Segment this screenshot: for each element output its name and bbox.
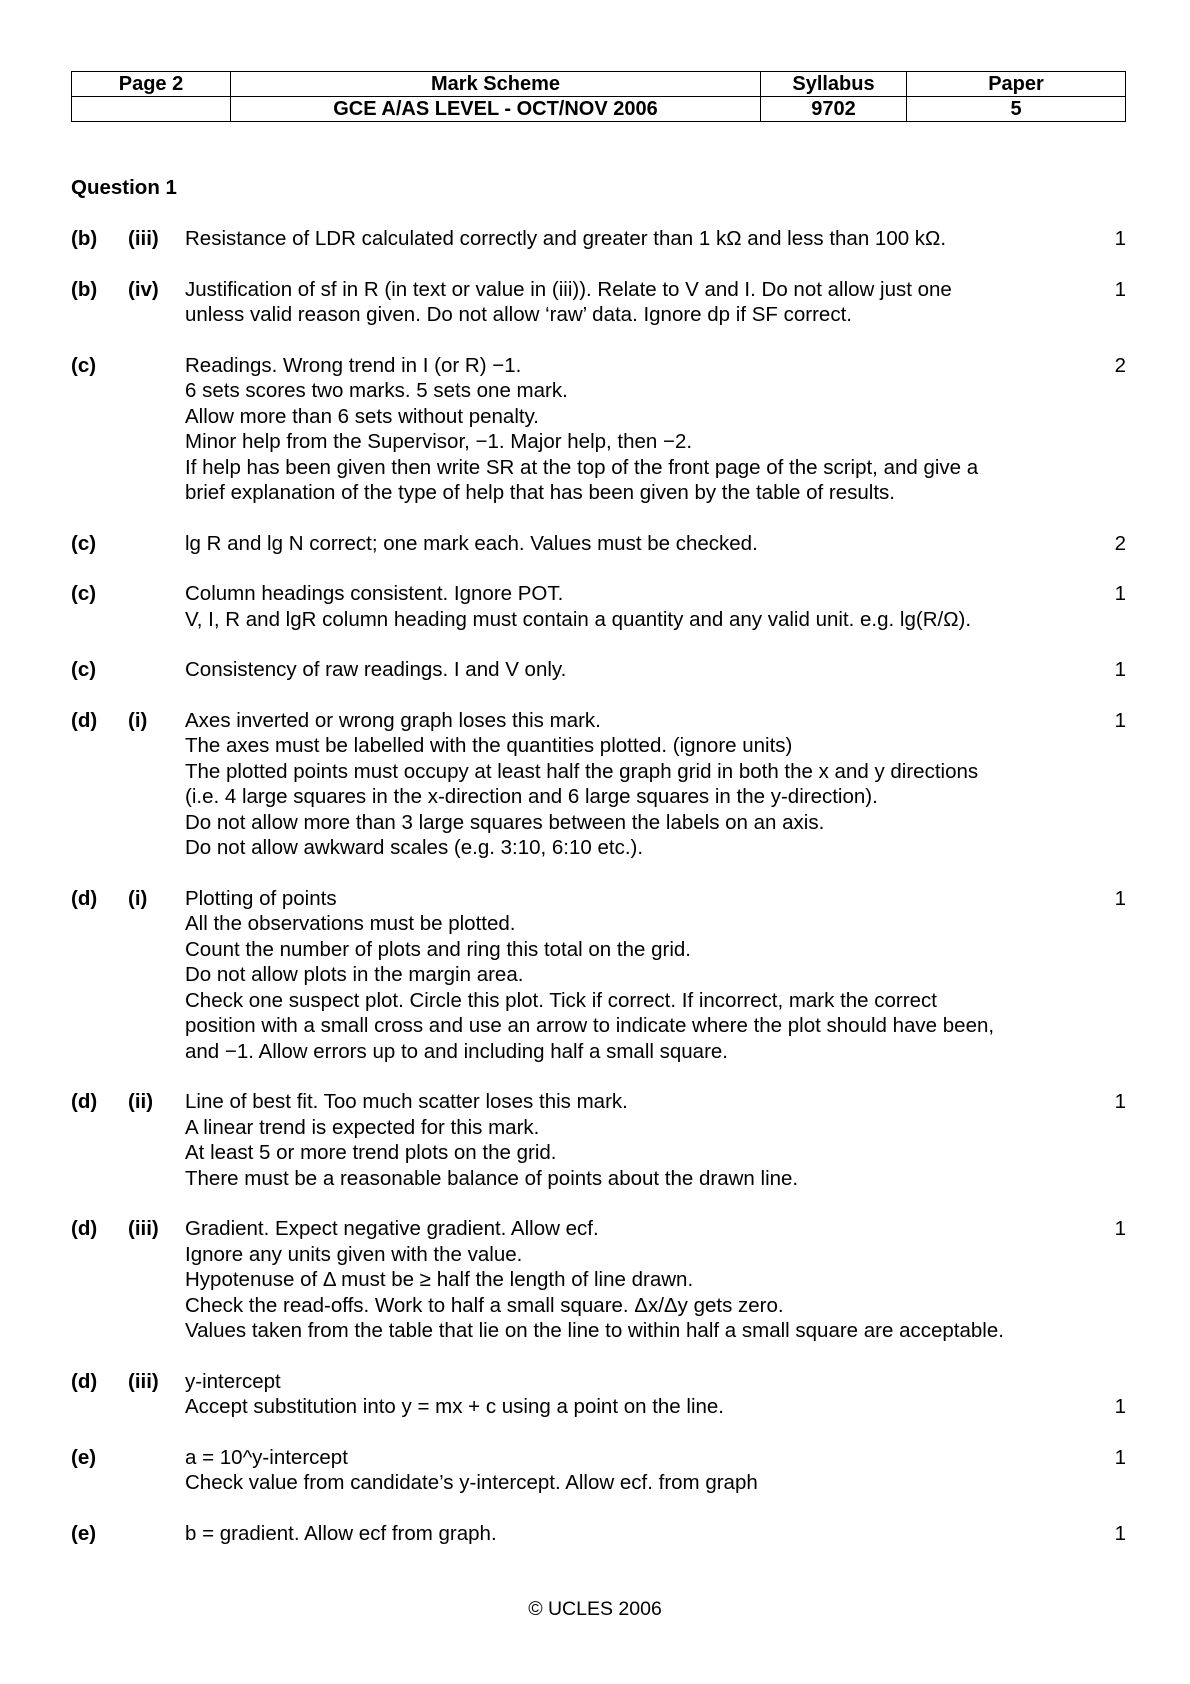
criteria-text: [185, 1445, 1065, 1496]
criteria-line: Do not allow more than 3 large squares between the labels on an axis.: [185, 810, 825, 834]
mark-entry: [71, 886, 1126, 1065]
criteria-line: (i.e. 4 large squares in the x-direction and 6 large squares in the y-direction).: [185, 785, 878, 808]
criteria-line: Count the number of plots and ring this total on the grid.: [185, 937, 691, 961]
criteria-line: Allow more than 6 sets without penalty.: [185, 404, 539, 428]
criteria-line: y-intercept: [185, 1369, 281, 1393]
criteria-line: Hypotenuse of Δ must be ≥ half the length of line drawn.: [185, 1268, 694, 1291]
header-row-1: [72, 72, 1126, 97]
mark-value: 1: [1114, 658, 1126, 681]
mark-value: 1: [1114, 227, 1126, 250]
criteria-line: lg R and lg N correct; one mark each. Values must be checked.: [185, 531, 758, 555]
part-label: (d): [71, 708, 98, 732]
mark-entry: [71, 1445, 1126, 1496]
criteria-line: Do not allow plots in the margin area.: [185, 963, 524, 986]
document-title: Mark Scheme: [231, 72, 761, 97]
criteria-text: [185, 226, 1065, 252]
mark-value: 1: [1114, 708, 1126, 732]
criteria-line: unless valid reason given. Do not allow ‘raw’ data. Ignore dp if SF correct.: [185, 303, 852, 326]
criteria-line: Column headings consistent. Ignore POT.: [185, 582, 564, 605]
mark-entry: [71, 1369, 1126, 1420]
criteria-line: There must be a reasonable balance of points about the drawn line.: [185, 1166, 799, 1190]
part-label: (c): [71, 658, 97, 681]
part-label: (d): [71, 886, 98, 910]
criteria-text: [185, 1369, 1065, 1420]
criteria-line: Readings. Wrong trend in I (or R) −1.: [185, 353, 522, 377]
criteria-line: Line of best fit. Too much scatter loses this mark.: [185, 1090, 628, 1113]
criteria-line: Plotting of points: [185, 886, 337, 910]
mark-entry: [71, 708, 1126, 861]
criteria-line: Justification of sf in R (in text or value in (iii)). Relate to V and I. Do not allow just one: [185, 277, 952, 301]
criteria-text: [185, 708, 1065, 861]
criteria-text: [185, 886, 1065, 1065]
mark-entry: [71, 226, 1126, 252]
part-label: (c): [71, 582, 97, 605]
mark-entry: [71, 1089, 1126, 1191]
criteria-text: [185, 657, 1065, 683]
criteria-line: a = 10^y-intercept: [185, 1445, 348, 1469]
part-label: (d): [71, 1369, 98, 1393]
subpart-label: (i): [128, 708, 148, 732]
criteria-line: Axes inverted or wrong graph loses this mark.: [185, 708, 601, 732]
criteria-line: 6 sets scores two marks. 5 sets one mark.: [185, 379, 568, 402]
subpart-label: (iii): [128, 227, 159, 250]
part-label: (b): [71, 227, 98, 250]
subpart-label: (iii): [128, 1217, 159, 1240]
criteria-line: V, I, R and lgR column heading must contain a quantity and any valid unit. e.g. lg(R/Ω).: [185, 607, 972, 631]
criteria-line: Check the read-offs. Work to half a small square. Δx/Δy gets zero.: [185, 1293, 784, 1317]
criteria-text: [185, 531, 1065, 557]
criteria-line: brief explanation of the type of help that has been given by the table of results.: [185, 481, 896, 504]
criteria-line: All the observations must be plotted.: [185, 912, 516, 935]
criteria-line: At least 5 or more trend plots on the grid.: [185, 1141, 557, 1164]
criteria-line: Minor help from the Supervisor, −1. Major help, then −2.: [185, 430, 693, 453]
criteria-line: If help has been given then write SR at the top of the front page of the script, and give a: [185, 455, 979, 479]
part-label: (b): [71, 277, 98, 301]
syllabus-label: Syllabus: [761, 72, 907, 97]
page-number: Page 2: [72, 72, 231, 97]
criteria-line: Gradient. Expect negative gradient. Allow ecf.: [185, 1217, 599, 1240]
mark-entry: [71, 353, 1126, 506]
mark-value: 2: [1114, 353, 1126, 377]
mark-value: 1: [1114, 1395, 1126, 1418]
header-row-2: [72, 97, 1126, 122]
subpart-label: (iv): [128, 277, 159, 301]
header-table: [71, 71, 1126, 122]
part-label: (e): [71, 1521, 97, 1545]
criteria-text: [185, 581, 1065, 632]
part-label: (c): [71, 531, 97, 555]
criteria-line: Accept substitution into y = mx + c using a point on the line.: [185, 1395, 725, 1418]
criteria-line: The axes must be labelled with the quantities plotted. (ignore units): [185, 734, 793, 757]
subpart-label: (i): [128, 886, 148, 910]
criteria-line: position with a small cross and use an arrow to indicate where the plot should have been,: [185, 1014, 995, 1037]
subpart-label: (ii): [128, 1090, 154, 1113]
exam-name: GCE A/AS LEVEL - OCT/NOV 2006: [231, 97, 761, 122]
mark-value: 1: [1114, 1217, 1126, 1240]
mark-value: 1: [1114, 277, 1126, 301]
criteria-line: Resistance of LDR calculated correctly and greater than 1 kΩ and less than 100 kΩ.: [185, 227, 947, 250]
part-label: (c): [71, 353, 97, 377]
mark-value: 1: [1114, 1090, 1126, 1113]
mark-entry: [71, 657, 1126, 683]
mark-value: 1: [1114, 1521, 1126, 1545]
mark-entry: [71, 531, 1126, 557]
mark-entries: [71, 226, 1126, 1571]
criteria-line: Check value from candidate’s y-intercept. Allow ecf. from graph: [185, 1471, 758, 1494]
copyright-footer: © UCLES 2006: [528, 1598, 662, 1620]
criteria-text: [185, 1089, 1065, 1191]
mark-value: 2: [1114, 531, 1126, 555]
mark-entry: [71, 581, 1126, 632]
criteria-line: The plotted points must occupy at least half the graph grid in both the x and y directions: [185, 759, 979, 783]
part-label: (d): [71, 1217, 98, 1240]
mark-entry: [71, 1216, 1126, 1344]
part-label: (d): [71, 1090, 98, 1113]
mark-value: 1: [1114, 582, 1126, 605]
criteria-line: A linear trend is expected for this mark.: [185, 1115, 540, 1139]
mark-value: 1: [1114, 1445, 1126, 1469]
criteria-line: Check one suspect plot. Circle this plot. Tick if correct. If incorrect, mark the correct: [185, 988, 937, 1012]
criteria-line: Do not allow awkward scales (e.g. 3:10, 6:10 etc.).: [185, 836, 644, 859]
question-title: Question 1: [71, 176, 177, 199]
mark-entry: [71, 1521, 1126, 1547]
paper-number: 5: [907, 97, 1126, 122]
criteria-text: [185, 1216, 1065, 1344]
subpart-label: (iii): [128, 1369, 159, 1393]
criteria-line: b = gradient. Allow ecf from graph.: [185, 1521, 497, 1545]
criteria-line: and −1. Allow errors up to and including half a small square.: [185, 1039, 728, 1063]
syllabus-code: 9702: [761, 97, 907, 122]
criteria-text: [185, 277, 1065, 328]
part-label: (e): [71, 1445, 97, 1469]
criteria-line: Values taken from the table that lie on the line to within half a small square are acceptable.: [185, 1319, 1004, 1342]
mark-value: 1: [1114, 886, 1126, 910]
blank-cell: [72, 97, 231, 122]
paper-label: Paper: [907, 72, 1126, 97]
mark-entry: [71, 277, 1126, 328]
criteria-line: Consistency of raw readings. I and V only.: [185, 658, 567, 681]
criteria-line: Ignore any units given with the value.: [185, 1242, 523, 1266]
criteria-text: [185, 1521, 1065, 1547]
criteria-text: [185, 353, 1065, 506]
